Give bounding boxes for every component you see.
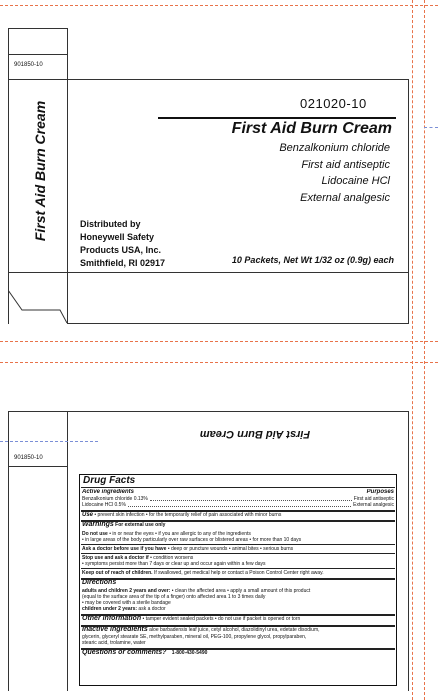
cut-line-right-inner: [412, 0, 413, 700]
ingredient-2: First aid antiseptic: [301, 158, 390, 171]
active-row-2: Lidocaine HCl 0.5% External analgesic: [82, 502, 394, 508]
cut-line-middle: [0, 341, 438, 342]
distributor-line-2: Honeywell Safety: [80, 232, 155, 242]
distributor-line-4: Smithfield, RI 02917: [80, 258, 166, 268]
stop-use-row-2: • symptoms persist more than 7 days or clear up and occur again within a few days: [82, 561, 266, 567]
product-code-right: 021020-10: [300, 96, 367, 111]
keep-out-of-reach-row: Keep out of reach of children. If swallowed, get medical help or contact a Poison Control Center right away.: [82, 570, 324, 576]
directions-children-row: children under 2 years: ask a doctor: [82, 606, 166, 612]
product-code-bottom: 901850-10: [14, 455, 43, 461]
stop-use-row-1: Stop use and ask a doctor if • condition worsens: [82, 555, 194, 561]
product-code-left: 901850-10: [14, 62, 43, 68]
cut-line-middle-2: [0, 362, 438, 363]
cut-line-top: [0, 5, 438, 6]
product-title: First Aid Burn Cream: [231, 120, 392, 137]
distributor-line-1: Distributed by: [80, 219, 141, 229]
active-label: Active ingredients: [82, 489, 135, 495]
other-information-row: Other information • tamper evident sealed packets • do not use if packet is opened or torn: [82, 616, 301, 622]
ingredient-3: Lidocaine HCl: [321, 175, 390, 187]
side-title: First Aid Burn Cream: [32, 100, 48, 242]
use-row: Use • prevent skin infection • for the temporarily relief of pain associated with minor burns: [82, 512, 282, 518]
ingredient-list: [200, 140, 390, 206]
distributor-line-3: Products USA, Inc.: [80, 245, 162, 255]
directions-adults-row-1: adults and children 2 years and over: • clean the affected area • apply a small amount of this product: [82, 588, 311, 594]
ingredient-4: External analgesic: [300, 191, 390, 204]
distributor-block: [80, 218, 165, 270]
directions-adults-row-3: • may be covered with a sterile bandage: [82, 600, 171, 606]
net-weight: 10 Packets, Net Wt 1/32 oz (0.9g) each: [231, 255, 394, 265]
questions-row: Questions or comments? 1-800-430-5490: [82, 650, 208, 656]
inactive-row-2: glycerin, glyceryl stearate SE, methylparaben, mineral oil, PEG-100, propylene glycol, propylparaben,: [82, 634, 307, 640]
ask-doctor-row: Ask a doctor before use if you have • deep or puncture wounds • animal bites • serious burns: [82, 546, 294, 552]
fold-mark-right: [424, 127, 438, 128]
do-not-use-row-1: Do not use • in or near the eyes • if you are allergic to any of the ingredients: [82, 531, 251, 537]
fold-mark-left: [0, 441, 98, 442]
flipped-title: First Aid Burn Cream: [199, 428, 311, 440]
drug-facts-title: Drug Facts: [83, 475, 136, 486]
cut-line-right: [424, 0, 425, 700]
warnings-row: Warnings For external use only: [82, 522, 166, 528]
directions-adults-row-2: (equal to the surface area of the tip of a finger) onto affected area 1 to 3 times daily: [82, 594, 266, 600]
ingredient-1: Benzalkonium chloride: [279, 142, 390, 154]
inactive-row-1: Inactive ingredients aloe barbadensis leaf juice, cetyl alcohol, diazolidinyl urea, edetate disodium,: [82, 627, 320, 633]
do-not-use-row-2: • in large areas of the body particularly over raw surfaces or blistered areas • for more than 10 days: [82, 537, 302, 543]
flap-tab: [8, 272, 68, 324]
inactive-row-3: stearic acid, trolamine, water: [82, 640, 146, 646]
active-row-1: Benzalkonium chloride 0.13% First aid antiseptic: [82, 496, 394, 502]
purposes-label: Purposes: [366, 489, 394, 495]
directions-label-row: Directions: [82, 580, 117, 586]
